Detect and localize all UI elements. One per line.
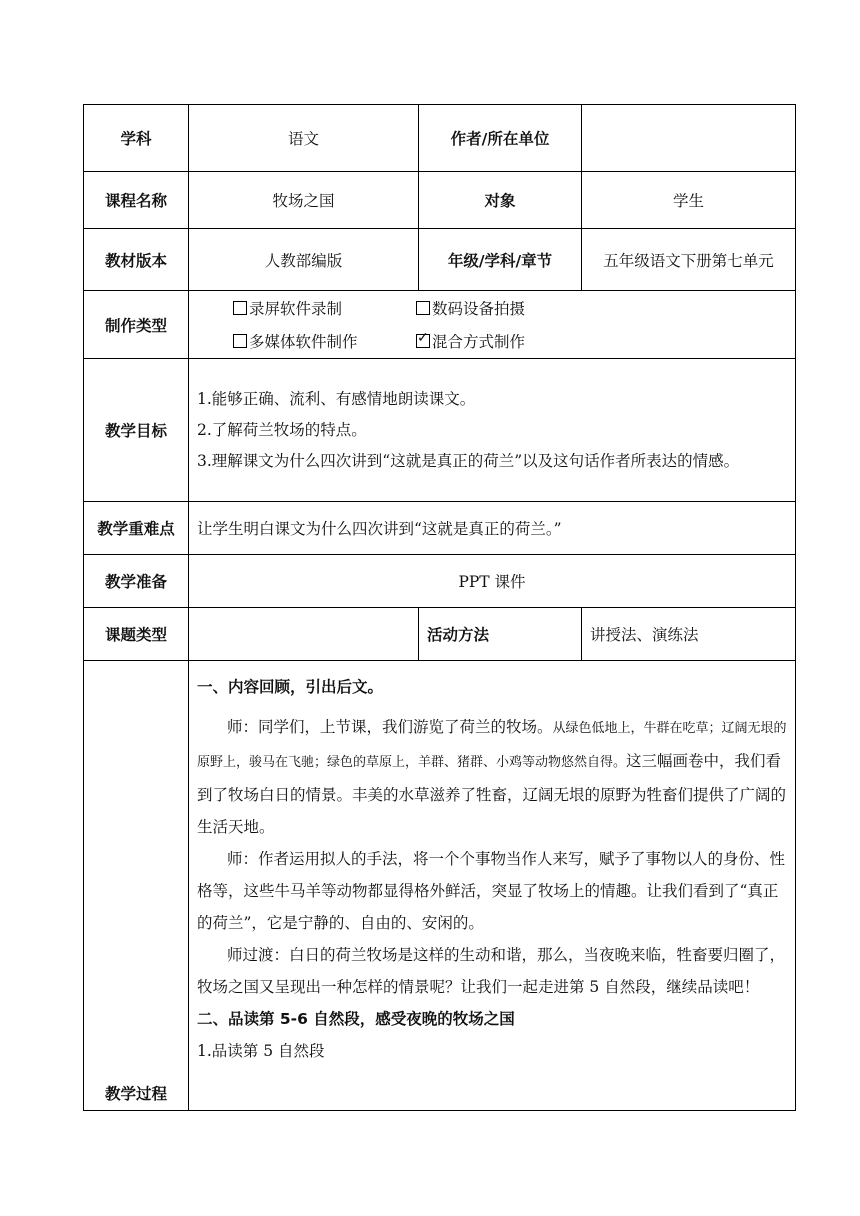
prep-label: 教学准备 — [84, 555, 189, 608]
process-label: 教学过程 — [84, 661, 189, 1111]
key-value: 让学生明白课文为什么四次讲到“这就是真正的荷兰。” — [189, 502, 796, 555]
lesson-type-value — [189, 608, 419, 661]
checkbox-icon[interactable] — [233, 301, 247, 315]
checkbox-icon[interactable] — [416, 301, 430, 315]
lesson-plan-table — [83, 104, 796, 1111]
goal-item: 1.能够正确、流利、有感情地朗读课文。 — [197, 389, 476, 408]
row-lesson-type — [84, 608, 796, 661]
process-text: 师：同学们，上节课，我们游览了荷兰的牧场。 — [227, 718, 553, 736]
row-process — [84, 661, 796, 1111]
grade-value: 五年级语文下册第七单元 — [582, 229, 796, 291]
course-label: 课程名称 — [84, 172, 189, 229]
type-label: 制作类型 — [84, 291, 189, 359]
method-value: 讲授法、演练法 — [582, 608, 796, 661]
row-type — [84, 291, 796, 359]
subject-value: 语文 — [189, 105, 419, 172]
checked-checkbox-icon[interactable] — [416, 334, 430, 348]
edition-label: 教材版本 — [84, 229, 189, 291]
type-option-label: 录屏软件录制 — [249, 300, 343, 318]
type-option-mixed[interactable] — [416, 330, 525, 352]
row-goals — [84, 359, 796, 502]
checkbox-icon[interactable] — [233, 334, 247, 348]
subject-label: 学科 — [84, 105, 189, 172]
row-edition — [84, 229, 796, 291]
process-paragraph: 师过渡：白日的荷兰牧场是这样的生动和谐，那么，当夜晚来临，牲畜要归圈了，牧场之国又呈现出一种怎样的情景呢？让我们一起走进第 5 自然段，继续品读吧！ — [197, 946, 786, 996]
goal-item: 2.了解荷兰牧场的特点。 — [197, 420, 367, 439]
row-course — [84, 172, 796, 229]
process-paragraph: 1.品读第 5 自然段 — [197, 1042, 325, 1060]
method-label: 活动方法 — [419, 608, 582, 661]
author-label: 作者/所在单位 — [419, 105, 582, 172]
prep-value: PPT 课件 — [189, 555, 796, 608]
lesson-type-label: 课题类型 — [84, 608, 189, 661]
type-option-label: 混合方式制作 — [432, 333, 526, 351]
process-cell — [189, 661, 796, 1111]
author-value — [582, 105, 796, 172]
process-paragraph: 师：作者运用拟人的手法，将一个个事物当作人来写，赋予了事物以人的身份、性格等，这些牛马羊等动物都显得格外鲜活，突显了牧场上的情趣。让我们看到了“真正的荷兰”，它是宁静的、自由的、安闲的。 — [197, 850, 786, 932]
process-heading-2: 二、品读第 5-6 自然段，感受夜晚的牧场之国 — [197, 1010, 515, 1028]
process-text-small: 从绿色低地上，牛群在吃草；辽阔无垠的原野上，骏马在飞驰；绿色的草原上，羊群、猪群、小鸡等动物悠然自得。 — [197, 721, 787, 770]
type-option-multimedia[interactable] — [189, 330, 416, 352]
course-value: 牧场之国 — [189, 172, 419, 229]
edition-value: 人教部编版 — [189, 229, 419, 291]
process-paragraph — [197, 711, 787, 843]
key-label: 教学重难点 — [84, 502, 189, 555]
process-heading-1: 一、内容回顾，引出后文。 — [197, 678, 384, 696]
audience-value: 学生 — [582, 172, 796, 229]
type-options — [189, 291, 796, 359]
goals-label: 教学目标 — [84, 359, 189, 502]
row-subject — [84, 105, 796, 172]
type-option-screen-record[interactable] — [189, 297, 416, 319]
grade-label: 年级/学科/章节 — [419, 229, 582, 291]
goals-cell — [189, 359, 796, 502]
row-prep — [84, 555, 796, 608]
type-option-digital-camera[interactable] — [416, 297, 525, 319]
goal-item: 3.理解课文为什么四次讲到“这就是真正的荷兰”以及这句话作者所表达的情感。 — [197, 451, 740, 470]
type-option-label: 多媒体软件制作 — [249, 333, 358, 351]
row-key-points — [84, 502, 796, 555]
process-text: 这三幅画卷中，我们看到了牧场白日的情景。丰美的水草滋养了牲畜，辽阔无垠的原野为牲畜们提供了广阔的生活天地。 — [197, 752, 787, 836]
audience-label: 对象 — [419, 172, 582, 229]
type-option-label: 数码设备拍摄 — [432, 300, 526, 318]
